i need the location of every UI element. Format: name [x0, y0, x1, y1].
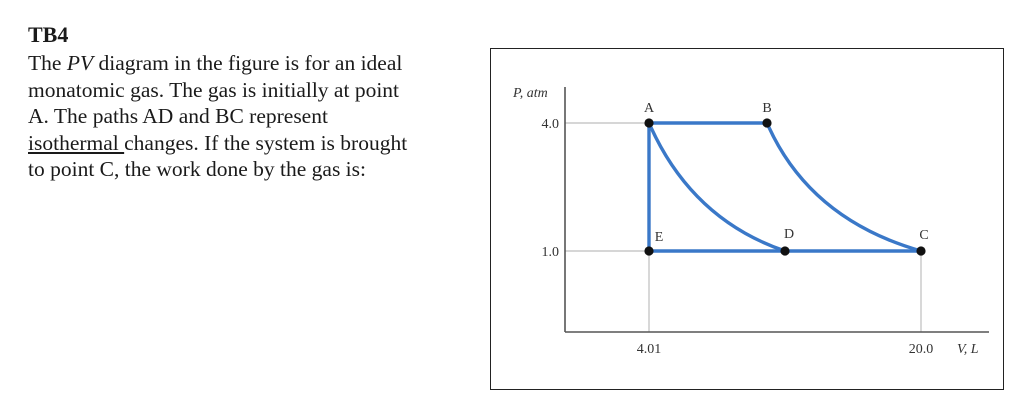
label-E: E: [654, 230, 664, 245]
question-line1-post: diagram in the figure is for an ideal: [93, 51, 403, 75]
question-line4-post: changes. If the system is brought: [124, 130, 408, 155]
question-title: TB4: [28, 22, 69, 47]
label-D: D: [783, 227, 795, 242]
label-B: B: [762, 101, 772, 116]
path-AD-isotherm: [649, 123, 785, 251]
y-tick-1: 1.0: [541, 245, 559, 260]
question-text: [28, 50, 478, 183]
label-C: C: [919, 228, 929, 243]
y-axis-label: P, atm: [513, 86, 548, 101]
y-tick-4: 4.0: [541, 117, 559, 132]
x-tick-20: 20.0: [908, 342, 934, 357]
question-line4-underlined: isothermal: [28, 130, 125, 155]
point-A: [644, 118, 653, 127]
point-C: [916, 246, 925, 255]
label-A: A: [643, 101, 655, 116]
pv-diagram: [491, 49, 1003, 389]
question-line3: A. The paths AD and BC represent: [28, 104, 328, 128]
pv-diagram-frame: [490, 48, 1004, 390]
question-block: [28, 22, 478, 183]
point-B: [762, 118, 771, 127]
point-E: [644, 246, 653, 255]
question-line1-pre: The: [28, 51, 67, 75]
x-axis-label: V, L: [957, 342, 979, 357]
x-tick-401: 4.01: [636, 342, 662, 357]
question-line2: monatomic gas. The gas is initially at point: [28, 77, 400, 102]
question-line1-var: PV: [66, 51, 94, 75]
point-D: [780, 246, 789, 255]
question-line5: to point C, the work done by the gas is:: [28, 157, 366, 181]
